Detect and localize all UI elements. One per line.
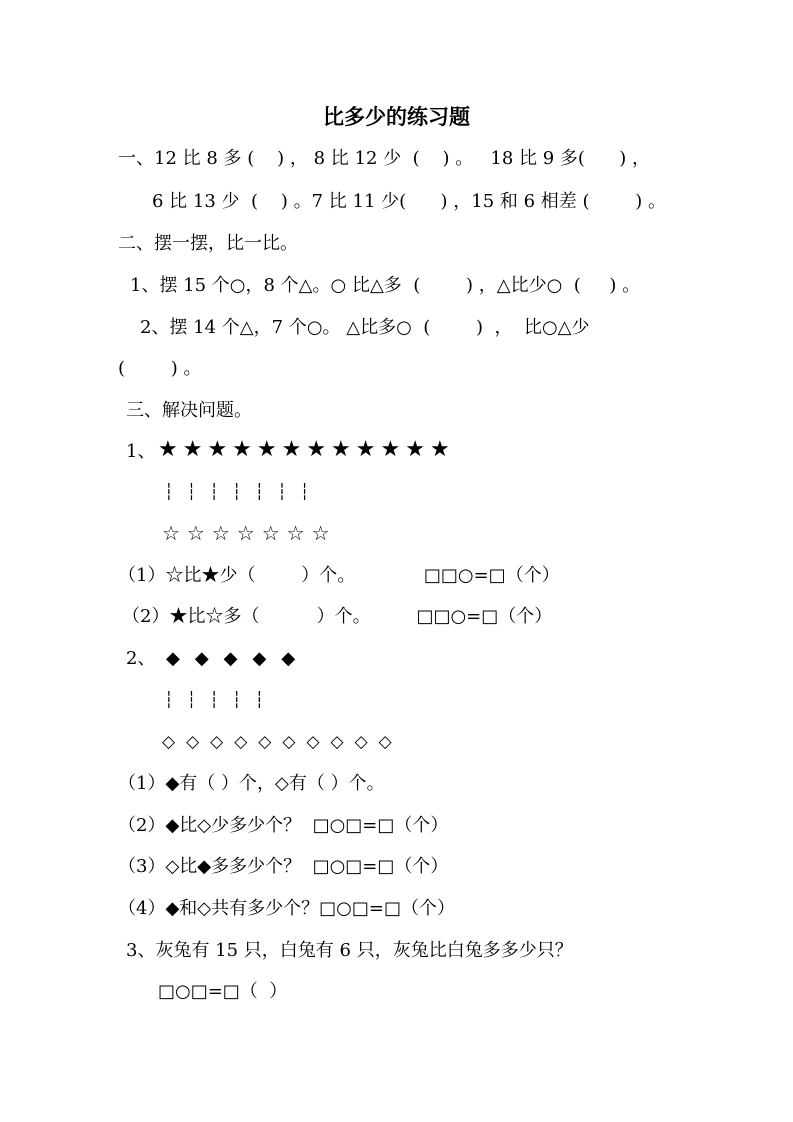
problem2-question4: （4）◆和◇共有多少个？□○□=□（个） bbox=[118, 898, 455, 919]
section2-question2: 2、摆 14 个△，7 个○。 △比多○ ( ) ， 比○△少 bbox=[140, 317, 590, 338]
problem1-label: 1、 bbox=[126, 441, 156, 462]
problem1-empty-stars: ☆☆☆☆☆☆☆ bbox=[162, 521, 337, 545]
page-title: 比多少的练习题 bbox=[323, 104, 470, 129]
problem1-question2: （2）★比☆多（ ）个。 □□○=□（个） bbox=[122, 606, 553, 627]
section1-line2: 6 比 13 少 ( ) 。7 比 11 少( ) ，15 和 6 相差 ( ) 。 bbox=[152, 191, 667, 212]
problem2-empty-diamonds: ◇◇◇◇◇◇◇◇◇◇ bbox=[162, 732, 403, 752]
section1-line1: 一、12 比 8 多 ( ) ， 8 比 12 少 ( ) 。 18 比 9 多( ) ， bbox=[118, 148, 651, 169]
section2-heading: 二、摆一摆，比一比。 bbox=[118, 233, 298, 254]
problem2-question2: （2）◆比◇少多少个？ □○□=□（个） bbox=[118, 815, 449, 836]
problem1-question1: （1）☆比★少（ ）个。 □□○=□（个） bbox=[118, 565, 560, 586]
problem1-filled-stars: ★★★★★★★★★★★★ bbox=[158, 437, 455, 462]
section3-heading: 三、解决问题。 bbox=[126, 400, 252, 421]
problem3-answer-template: □○□=□（ ） bbox=[158, 981, 288, 1002]
problem3-question: 3、灰兔有 15 只，白兔有 6 只，灰兔比白兔多多少只？ bbox=[126, 940, 573, 961]
section2-question1: 1、摆 15 个○，8 个△。○ 比△多 ( ) ，△比少○ ( ) 。 bbox=[130, 275, 641, 296]
problem2-filled-diamonds: ◆◆◆◆◆ bbox=[166, 648, 311, 669]
problem2-question3: （3）◇比◆多多少个？ □○□=□（个） bbox=[118, 856, 449, 877]
problem1-connector-dashes: ┆┆┆┆┆┆┆ bbox=[164, 482, 323, 501]
problem2-question1: （1）◆有（ ）个，◇有（ ）个。 bbox=[118, 773, 385, 794]
section2-question2-continued: ( ) 。 bbox=[118, 358, 202, 379]
problem2-label: 2、 bbox=[126, 648, 156, 669]
problem2-connector-dashes: ┆┆┆┆┆ bbox=[164, 690, 278, 709]
